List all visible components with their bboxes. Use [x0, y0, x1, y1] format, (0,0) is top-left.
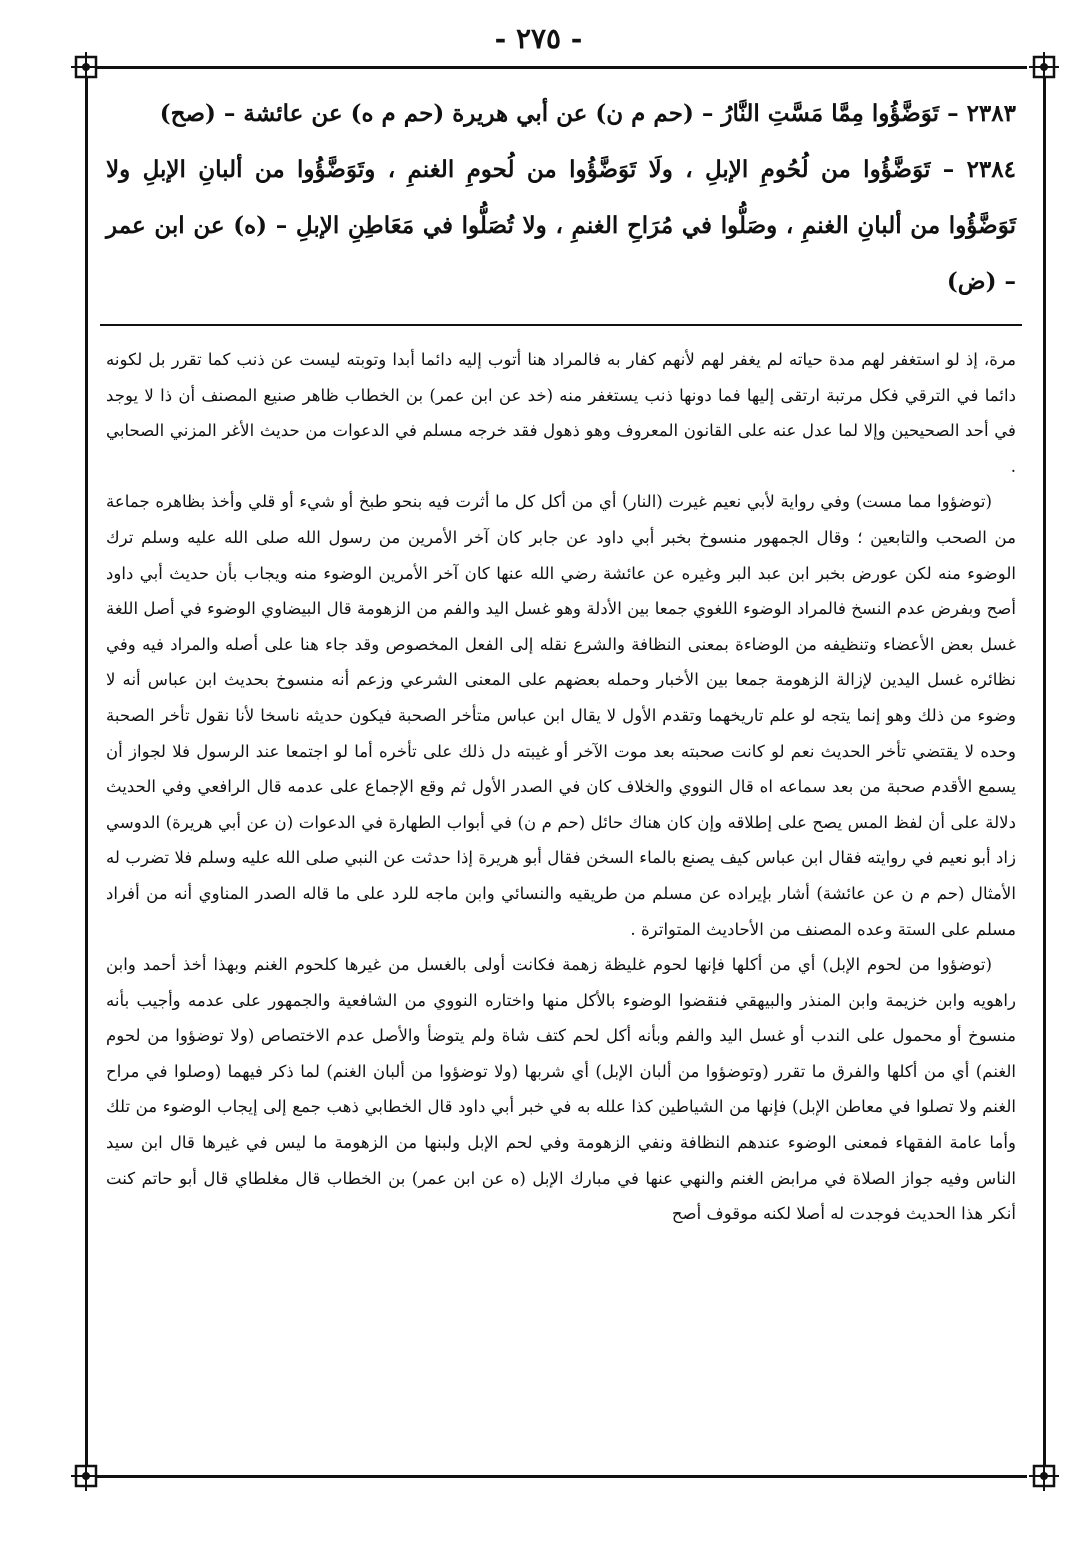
commentary-paragraph: (توضؤوا مما مست) وفي رواية لأبي نعيم غيرت (النار) أي من أكل كل ما أثرت فيه بنحو طبخ أو شيء أو قلي وأخذ بظاهره جماعة من الصحب والتابعين ؛ وقال الجمهور منسوخ بخبر أبي داود عن جابر كان آخر الأمرين من رسول الله صلى الله عليه وسلم ترك الوضوء منه لكن عورض بخبر ابن عبد البر وغيره عن عائشة رضي الله عنها كان آخر الأمرين الوضوء منه ويجاب بأن حديث أبي داود أصح وبفرض عدم النسخ فالمراد الوضوء اللغوي جمعا بين الأدلة وهو غسل اليد والفم من الزهومة قال البيضاوي الوضوء في أصل اللغة غسل بعض الأعضاء وتنظيفه من الوضاءة بمعنى النظافة والشرع نقله إلى الفعل المخصوص وقد جاء هنا على أصله والمراد فيه وفي نظائره غسل اليدين لإزالة الزهومة جمعا بين الأخبار وحمله بعضهم على المعنى الشرعي وزعم أنه منسوخ بحديث ابن عباس أنه لا وضوء من ذلك وهو إنما يتجه لو علم تاريخهما وتقدم الأول لا يقال ابن عباس متأخر الصحبة فيكون حديثه ناسخا لأنا نقول تأخر الصحبة وحده لا يقتضي تأخر الحديث نعم لو كانت صحبته بعد موت الآخر أو غيبته دل ذلك على تأخره أما لو اجتمعا عند الرسول فلا لجواز أن يسمع الأقدم صحبة من بعد سماعه اه قال النووي والخلاف كان في الصدر الأول ثم وقع الإجماع على عدمه قال الرافعي وفي الحديث دلالة على أن لفظ المس يصح على إطلاقه وإن كان هناك حائل (حم م ن) في أبواب الطهارة في الدعوات (ن عن أبي هريرة) الدوسي زاد أبو نعيم في روايته فقال ابن عباس كيف يصنع بالماء السخن فقال أبو هريرة إذا حدثت عن النبي صلى الله عليه وسلم فلا تضرب له الأمثال (حم م ن عن عائشة) أشار بإيراده عن مسلم من طريقيه والنسائي وابن ماجه للرد على ما قاله الصدر المناوي أنه من أفراد مسلم على الستة وعده المصنف من الأحاديث المتواترة .	[106, 492, 1016, 939]
frame-border-bottom	[95, 1475, 1027, 1478]
frame-border-left	[85, 78, 88, 1466]
frame-border-right	[1043, 78, 1046, 1466]
commentary-paragraph: (توضؤوا من لحوم الإبل) أي من أكلها فإنها لحوم غليظة زهمة فكانت أولى بالغسل من غيرها كلحوم الغنم وبهذا أخذ أحمد وابن راهويه وابن خزيمة وابن المنذر والبيهقي فنقضوا الوضوء بالأكل منها واختاره النووي من الشافعية والجمهور على عدمه وأجيب بأنه منسوخ أو محمول على الندب أو غسل اليد والفم وبأنه أكل لحم كتف شاة ولم يتوضأ والأصل عدم الاختصاص (ولا توضؤوا من لحوم الغنم) أي من أكلها والفرق ما تقرر (وتوضؤوا من ألبان الإبل) أي شربها (ولا توضؤوا من ألبان الغنم) لما ذكر فيهما (وصلوا في مراح الغنم ولا تصلوا في معاطن الإبل) فإنها من الشياطين كذا علله به في خبر أبي داود قال الخطابي ذهب جمع إلى إيجاب الوضوء من تلك وأما عامة الفقهاء فمعنى الوضوء عندهم النظافة ونفي الزهومة وفي لحم الإبل ولبنها من الزهومة ما ليس في غيرها قال ابن سيد الناس وفيه جواز الصلاة في مرابض الغنم والنهي عنها في مبارك الإبل (ه عن ابن عمر) بن الخطاب قال مغلطاي قال أبو حاتم كنت أنكر هذا الحديث فوجدت له أصلا لكنه موقوف أصح	[106, 955, 1016, 1224]
hadith-texts	[100, 80, 1022, 310]
corner-ornament-icon	[1029, 1461, 1059, 1491]
commentary	[100, 342, 1022, 1232]
page-content	[100, 80, 1022, 1465]
corner-ornament-icon	[71, 52, 101, 82]
corner-ornament-icon	[71, 1461, 101, 1491]
frame-border-top	[95, 66, 1027, 69]
corner-ornament-icon	[1029, 52, 1059, 82]
hadith-2384: ٢٣٨٤ – تَوَضَّؤُوا من لُحُومِ الإبلِ ، ولَا تَوَضَّؤُوا من لُحومِ الغنمِ ، وتَوَضَّؤُوا من ألبانِ الإبلِ ولا تَوَضَّؤُوا من ألبانِ الغنمِ ، وصَلُّوا في مُرَاحِ الغنمِ ، ولا تُصَلُّوا في مَعَاطِنِ الإبلِ – (ه) عن ابن عمر – (ض)	[106, 156, 1016, 295]
separator-line	[100, 324, 1022, 326]
hadith-2383: ٢٣٨٣ – تَوَضَّؤُوا مِمَّا مَسَّتِ النَّارُ – (حم م ن) عن أبي هريرة (حم م ه) عن عائشة – (صح)	[159, 100, 1016, 127]
commentary-paragraph: مرة، إذ لو استغفر لهم مدة حياته لم يغفر لهم لأنهم كفار به فالمراد هنا أتوب إليه دائما أبدا وتوبته ليست عن ذنب كما تقرر بل لكونه دائما في الترقي فكل مرتبة ارتقى إليها فما دونها ذنب يستغفر منه (خد عن ابن عمر) بن الخطاب ظاهر صنيع المصنف أن ذا لا يوجد في أحد الصحيحين وإلا لما عدل عنه على القانون المعروف وهو ذهول فقد خرجه مسلم في الدعوات من حديث الأغر المزني الصحابي .	[106, 350, 1016, 476]
page-number: - ٢٧٥ -	[494, 22, 583, 55]
